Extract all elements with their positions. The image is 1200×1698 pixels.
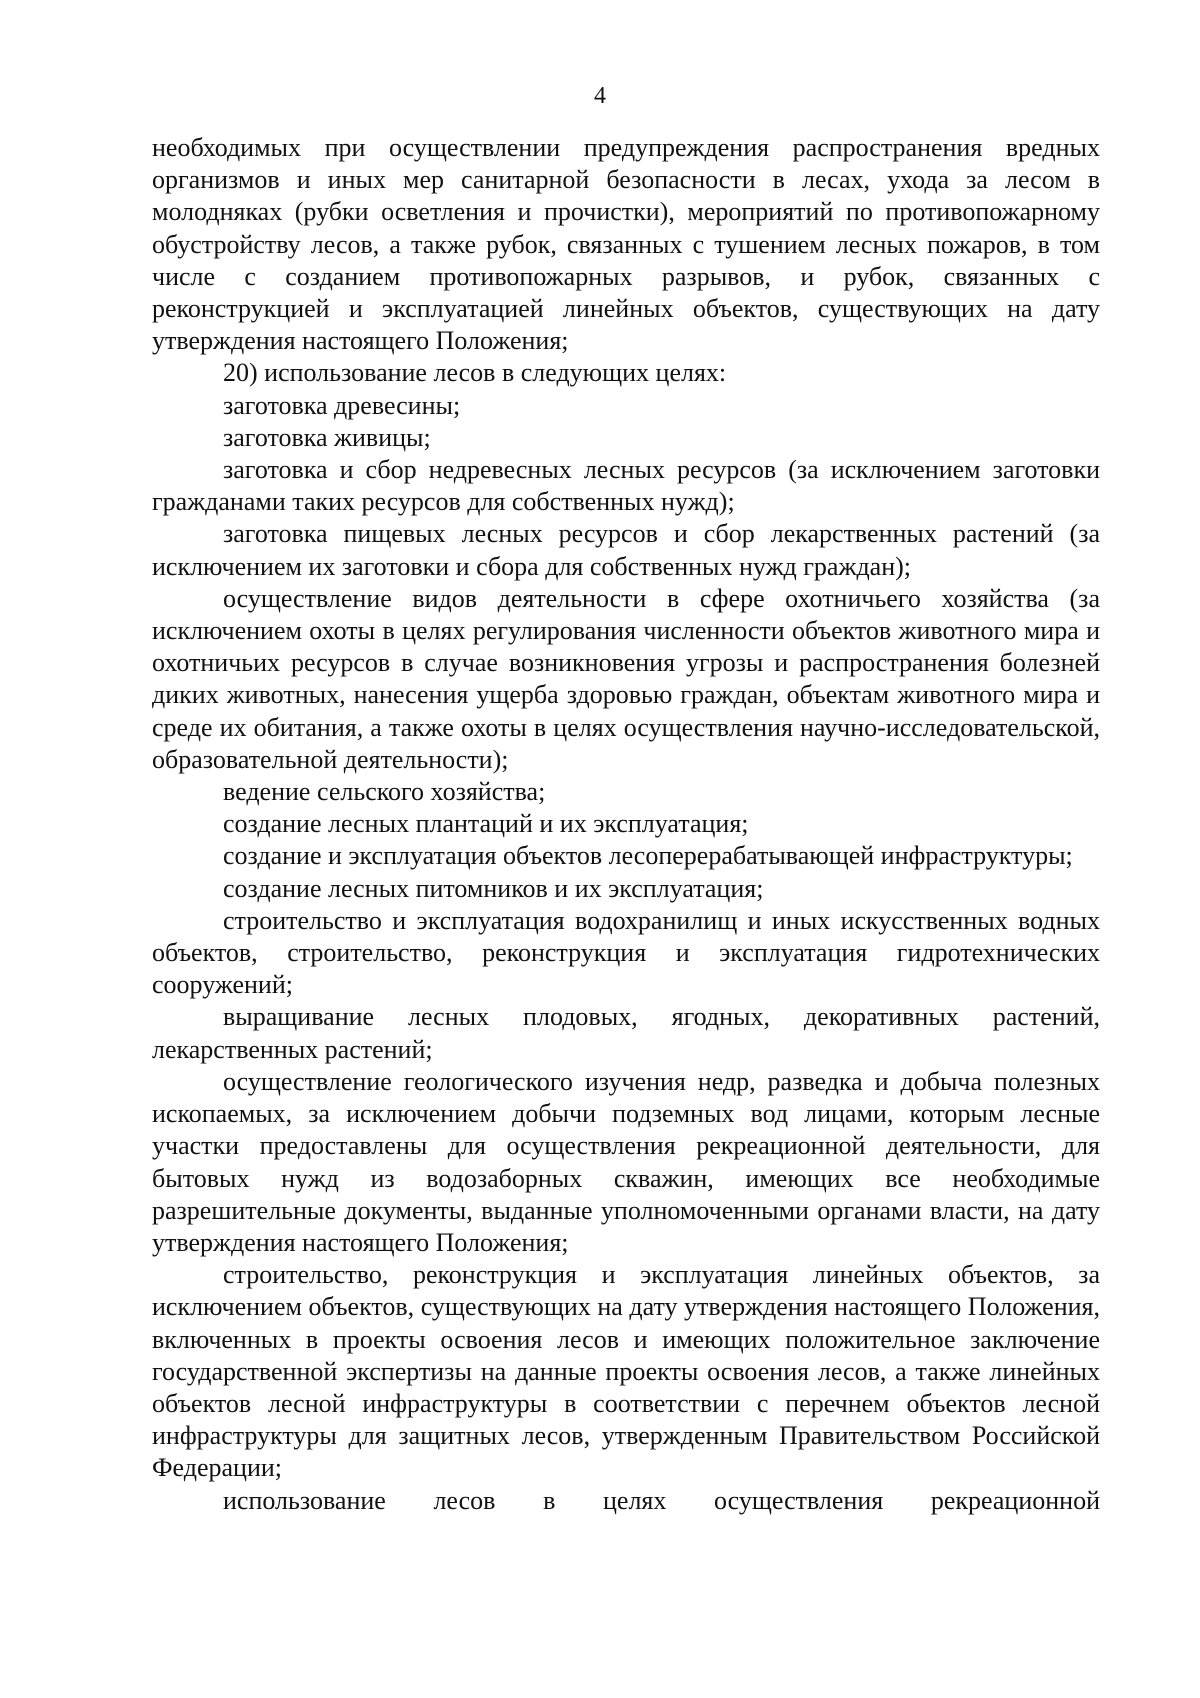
list-item-agriculture: ведение сельского хозяйства; <box>223 777 546 807</box>
list-item-wood-processing-infrastructure: создание и эксплуатация объектов лесоперерабатывающей инфраструктуры; <box>223 841 1073 871</box>
list-item-recreation: использование лесов в целях осуществления рекреационной <box>223 1485 1100 1515</box>
list-item-plant-cultivation: выращивание лесных плодовых, ягодных, декоративных растений, лекарственных растений; <box>152 1002 1100 1064</box>
list-item-forest-nurseries: создание лесных питомников и их эксплуатация; <box>223 873 764 903</box>
list-item-wood-harvesting: заготовка древесины; <box>223 390 461 420</box>
paragraph-continuation: необходимых при осуществлении предупреждения распространения вредных организмов и иных мер санитарной безопасности в лесах, ухода за лесом в молодняках (рубки осветления и прочистки), мероприятий по противопожарному обустройству лесов, а также рубок, связанных с тушением лесных пожаров, в том числе с созданием противопожарных разрывов, и рубок, связанных с реконструкцией и эксплуатацией линейных объектов, существующих на дату утверждения настоящего Положения; <box>152 133 1100 356</box>
list-item-reservoirs: строительство и эксплуатация водохранилищ и иных искусственных водных объектов, строительство, реконструкция и эксплуатация гидротехнических сооружений; <box>152 905 1100 1000</box>
list-item-linear-objects: строительство, реконструкция и эксплуатация линейных объектов, за исключением объектов, существующих на дату утверждения настоящего Положения, включенных в проекты освоения лесов и имеющих положительное заключение государственной экспертизы на данные проекты освоения лесов, а также линейных объектов лесной инфраструктуры в соответствии с перечнем объектов лесной инфраструктуры для защитных лесов, утвержденным Правительством Российской Федерации; <box>152 1260 1100 1483</box>
list-item-resin-harvesting: заготовка живицы; <box>223 422 431 452</box>
paragraph-item-20-heading: 20) использование лесов в следующих целях: <box>223 358 727 388</box>
list-item-non-timber-resources: заготовка и сбор недревесных лесных ресурсов (за исключением заготовки гражданами таких ресурсов для собственных нужд); <box>152 455 1100 517</box>
list-item-geological-study: осуществление геологического изучения недр, разведка и добыча полезных ископаемых, за исключением добычи подземных вод лицами, которым лесные участки предоставлены для осуществления рекреационной деятельности, для бытовых нужд из водозаборных скважин, имеющих все необходимые разрешительные документы, выданные уполномоченными органами власти, на дату утверждения настоящего Положения; <box>152 1066 1100 1257</box>
list-item-food-resources: заготовка пищевых лесных ресурсов и сбор лекарственных растений (за исключением их заготовки и сбора для собственных нужд граждан); <box>152 519 1100 581</box>
page-number: 4 <box>594 83 606 109</box>
list-item-hunting: осуществление видов деятельности в сфере охотничьего хозяйства (за исключением охоты в целях регулирования численности объектов животного мира и охотничьих ресурсов в случае возникновения угрозы и распространения болезней диких животных, нанесения ущерба здоровью граждан, объектам животного мира и среде их обитания, а также охоты в целях осуществления научно-исследовательской, образовательной деятельности); <box>152 583 1100 774</box>
list-item-forest-plantations: создание лесных плантаций и их эксплуатация; <box>223 809 749 839</box>
body-text <box>152 132 1100 1517</box>
